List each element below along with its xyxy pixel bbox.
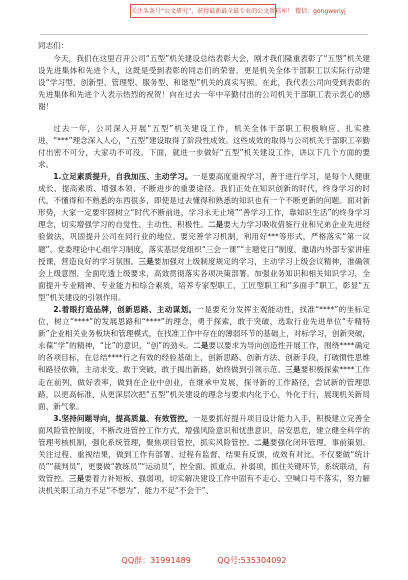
section-3-point-2: 要强化闭环管理，事前策划、关注过程、重视结果，做到工作有部署、过程有监督、结果有反馈，成效有对比。不仅要做“统计员”“裁判员”，更要做“教练员”“运动员”，控全面、抓重点、补弱项，抓住关键环节，系统联动，有效管控。	[38, 438, 371, 484]
section-2-paragraph	[38, 304, 370, 413]
section-2-heading: 2.着眼打造品牌，创新思路、主动谋划。	[53, 304, 197, 314]
section-3-paragraph	[38, 413, 370, 498]
section-1-point-2-label: 二是	[207, 220, 224, 230]
header-divider	[40, 34, 368, 35]
section-2-point-2: 要以要求为导向创造性开展工作，围绕****确定的各项目标，在总结****行之有效的经验基础上，创新思路、创新方法、创新手段，打破惯性思维和路径依赖，主动求变、敢于突破，敢于揭出新路，始终做到引领示范。	[38, 341, 371, 375]
section-1-point-3-label: 三是	[138, 256, 154, 266]
overview-paragraph: 过去一年，公司深入开展“五型”机关建设工作，机关全体干部职工积极响应、扎实推进，“***”理念深入人心，“五型”建设取得了阶段性成效。这些成效的取得与公司机关干部职工辛勤付出密不可分，大家功不可没。下面，就进一步做好“五型”机关建设工作，讲以下几个方面的要求。	[38, 123, 370, 169]
section-1-point-2: 要大力学习吸收借鉴行业和兄弟企业先进经验做法，巩固提升公司在同行业的地位。要完善学习机制，利用好***等形式，严格落实“第一议题”、党委理论中心组学习制度，落实基层党组织“三会一课”“主题党日”制度，邀请内外部专家讲座授课，营造良好的学习氛围。	[38, 220, 371, 266]
section-1-paragraph	[38, 171, 370, 304]
footer-qq-number: QQ号:535304092	[217, 556, 287, 565]
section-3-heading: 3.坚持问题导向，提高质量、有效管控。	[53, 413, 193, 423]
section-2-point-2-label: 二是	[193, 341, 209, 351]
section-3-point-3: 要着力补短板、强弱项，切实解决建设工作中固有不走心、空喊口号不落实，努力解决机关职工动力不足“不想为”、能力不足“不会干”、	[38, 474, 371, 496]
promo-banner: 关注头条号“公文研究”，获得最新最全最专业的公文资料库！ 微信：gongwenyj	[130, 4, 276, 18]
section-1-point-3: 要加强对上级制度规定的学习，主动学习上级会议精神，准确领会上级意图，全面吃透上级要求，高效贯彻落实各项决策部署。加强业务知识和相关知识学习，全面提升专业精神、专业能力和综合素质，培养专家型职工、工匠型职工和“多面手”职工，彰显“五型”机关建设的引领作用。	[38, 256, 371, 302]
section-3-point-3-label: 三是	[68, 474, 85, 484]
section-3-point-2-label: 二是	[254, 438, 270, 447]
footer-qq-group: QQ群：31991489	[121, 556, 191, 565]
document-body	[38, 40, 370, 548]
salutation: 同志们：	[38, 41, 69, 50]
section-2-point-3: 要积极探索****工作走在前列，做好表率，做到在企业中创业，在继承中发展，探寻新的工作路径，尝试新的管理思路，以更高标准，从更深层次把“五型”机关建设的理念与要求内化于心，外化于行，展现机关新局面、新气象。	[38, 365, 371, 411]
section-1-point-1: 一是要高度重视学习，善于进行学习，是每个人健康成长、提高素质、增强本领、不断进步的重要途径。我们正处在知识创新的时代，终身学习的时代，不懂得和不熟悉的东西很多，即使是过去懂得和熟悉的知识也有一个不断更新的问题。面对新形势，大家一定要牢固树立“时代不断前进，学习永无止境”“善学习工作，靠知识生活”的终身学习理念，切实增强学习的自觉性、主动性、积极性。	[38, 171, 370, 230]
section-1-heading: 1.立足素质提升，自我加压、主动学习。	[53, 171, 193, 181]
footer-contact	[0, 554, 408, 568]
section-2-point-1: 一是要充分发挥主观能动性，找准“****”的坐标定位，树立“****”的发展思路和“****”的理念，勇于探索，敢于突破，选取行业先进单位“专精特新”企业相关业务板块和管理模式，在找准工作中存在的薄弱环节的基础上，对标学习，创新突破，永葆“学”的精神，“比”的意识，“创”的劲头。	[38, 304, 370, 351]
intro-paragraph: 今天，我们在这里召开公司“五型”机关建设总结表彰大会，刚才我们隆重表彰了“五型”机关建设先进集体和先进个人，这既是受到表彰的同志们的荣誉，更是机关全体干部职工以实际行动建设“学习型、创新型、管理型、服务型、和谐型”机关的真实写照。在此，我代表公司向受到表彰的先进集体和先进个人表示热烈的祝贺！向在过去一年中辛勤付出的公司机关干部职工表示衷心的感谢！	[38, 54, 370, 112]
section-3-point-1: 一是要抓好提升项目设计能力入手，积极建立完善全面风险管控制度，不断改进管控工作方式，增强风险意识和忧患意识，居安思危，建立健全科学的管理考核机制，强化系统管理，聚焦项目管控，抓实风险管控。	[38, 413, 370, 447]
section-2-point-3-label: 三是	[285, 365, 301, 375]
